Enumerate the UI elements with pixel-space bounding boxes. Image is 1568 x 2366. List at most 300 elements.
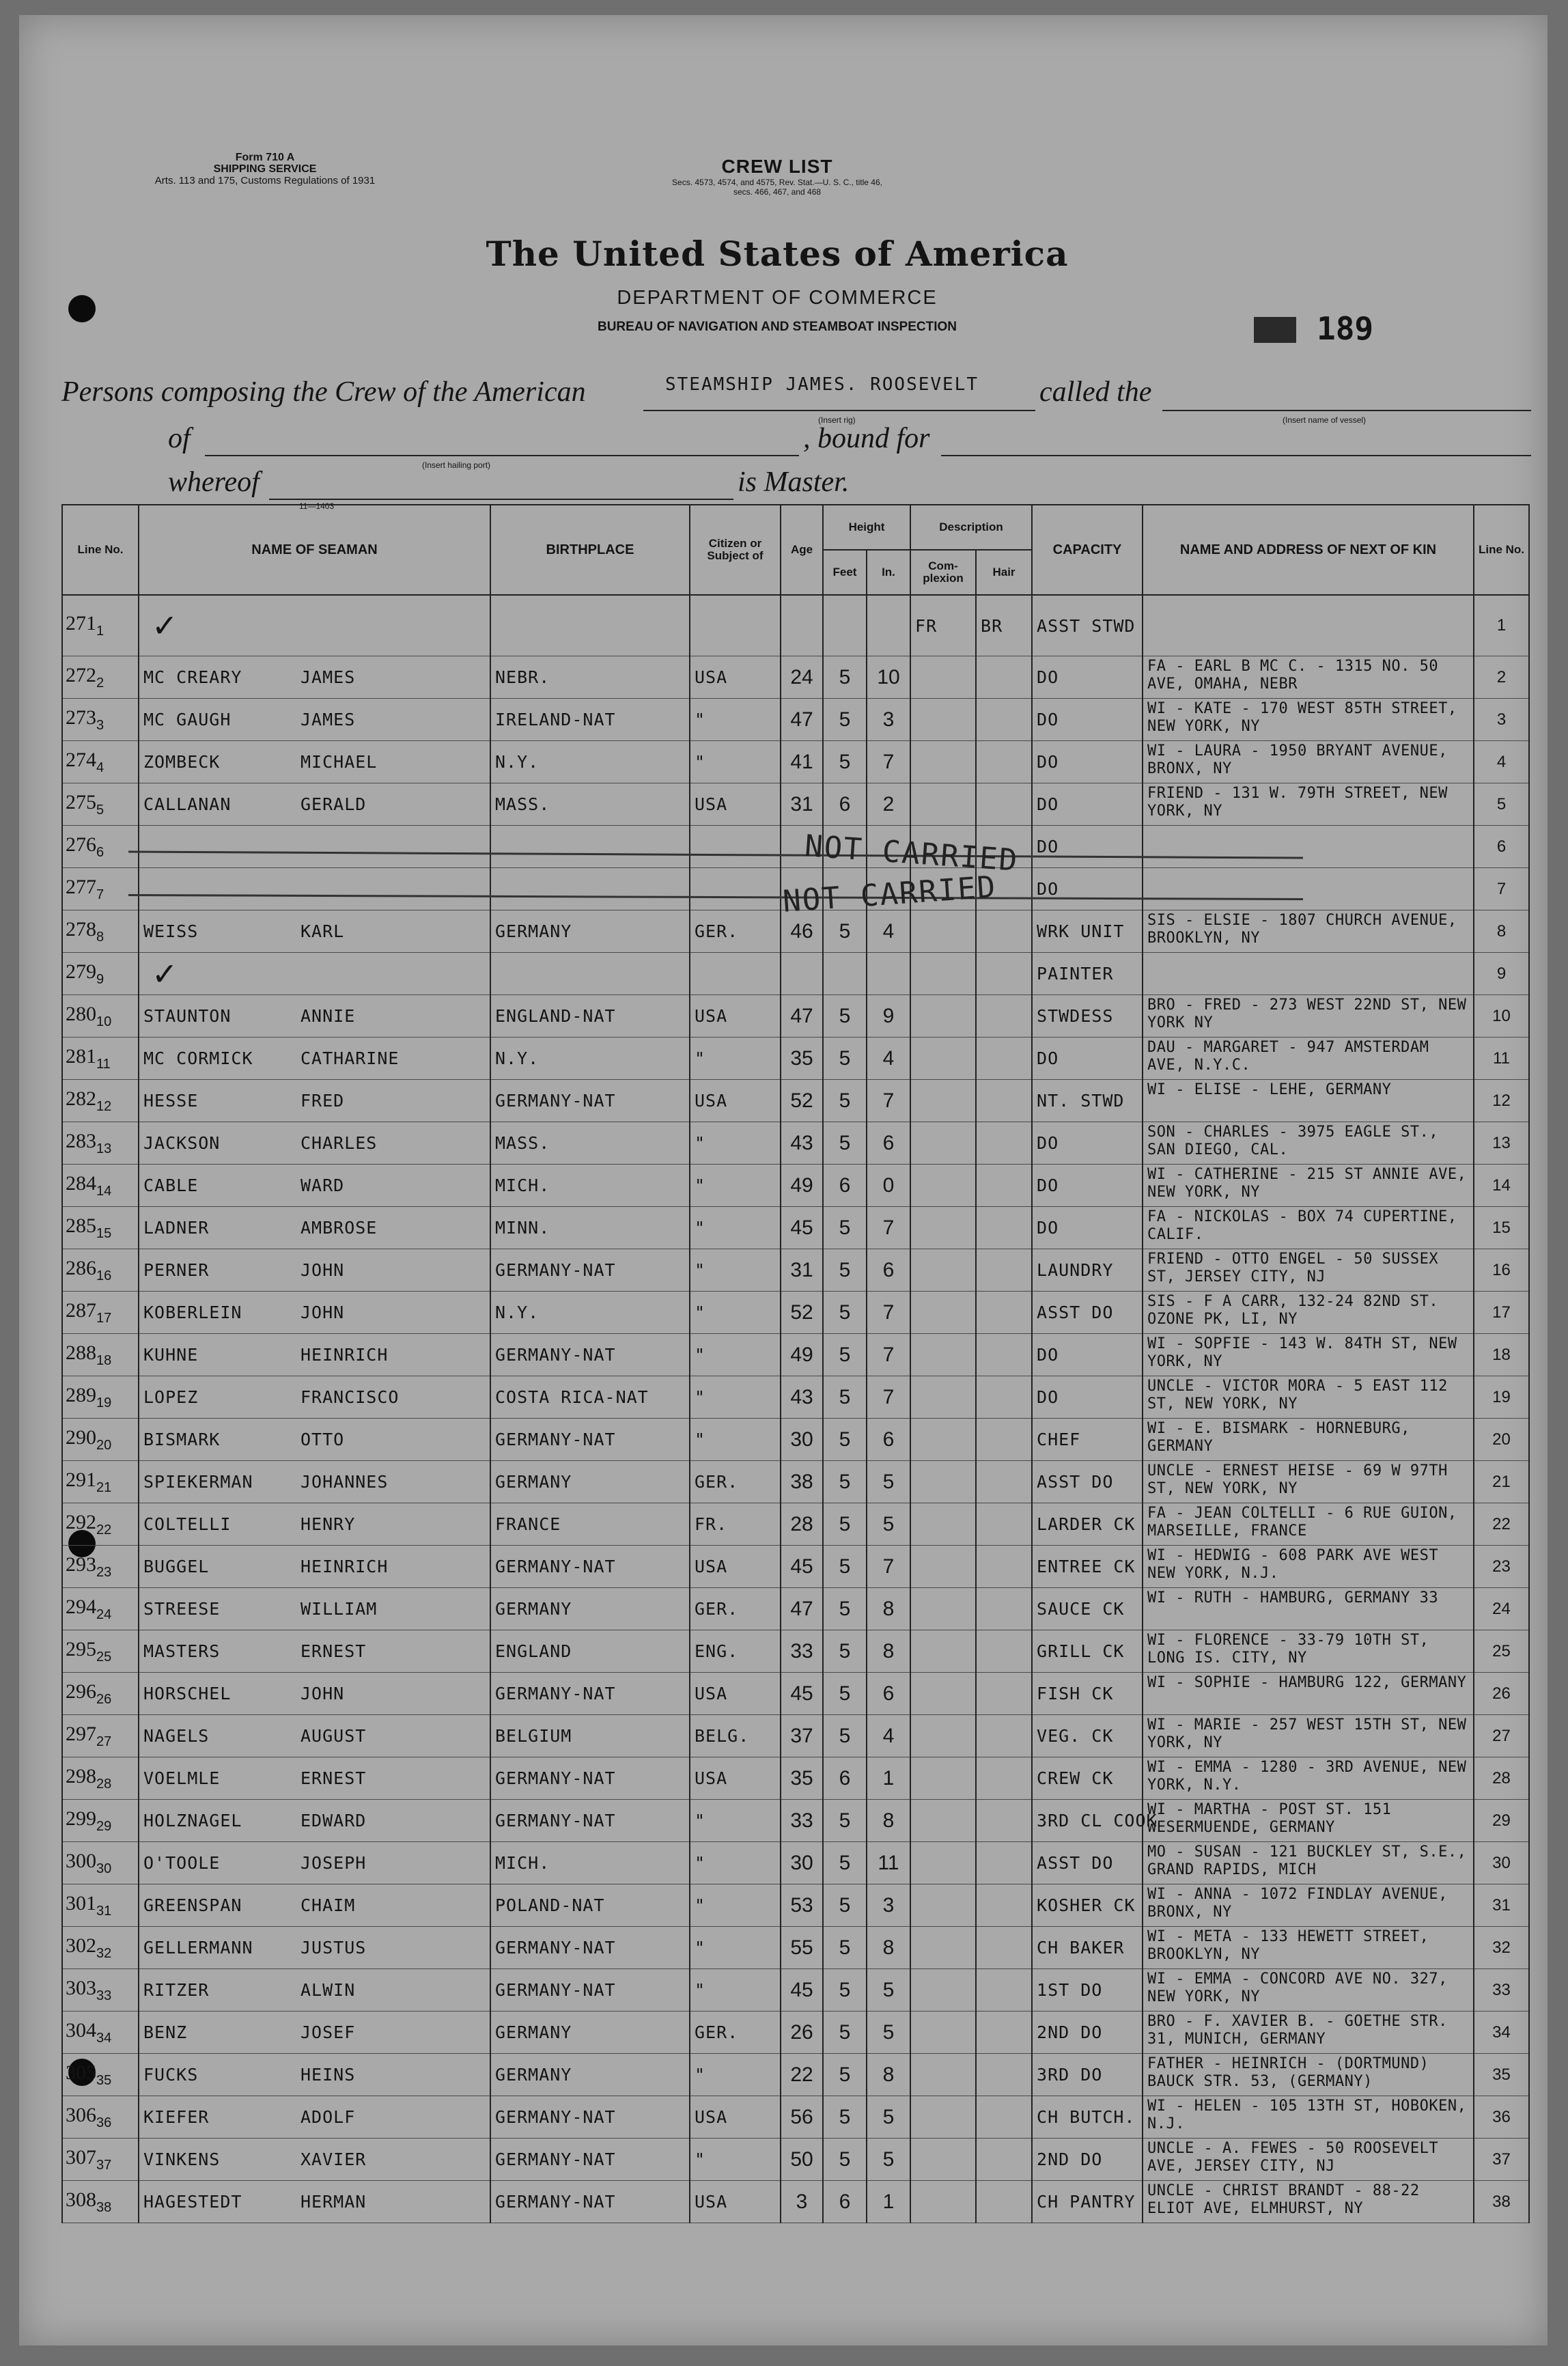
hair-cell [976,1673,1032,1715]
seaman-name-cell [139,2139,490,2181]
line-number-page: 1 [96,624,104,639]
seaman-name-cell [139,1334,490,1376]
line-number-serial: 292 [66,1510,96,1533]
seaman-name-cell [139,1376,490,1419]
complexion-cell [910,1927,976,1969]
height-feet-cell: 5 [823,1207,867,1249]
serial-prefix-smudge [1254,317,1296,343]
hair-cell [976,741,1032,783]
seaman-name-cell [139,1165,490,1207]
birthplace-cell: N.Y. [490,1038,690,1080]
line-number-right-cell: 10 [1474,995,1529,1038]
citizenship-cell: GER. [690,2012,781,2054]
seaman-first-name: GERALD [300,794,367,814]
line-number-cell [62,1546,139,1588]
line-number-right-cell: 30 [1474,1842,1529,1884]
birthplace-cell: GERMANY-NAT [490,1757,690,1800]
complexion-cell [910,1249,976,1292]
height-feet-cell: 5 [823,1334,867,1376]
table-row [62,1249,1529,1292]
line-number-cell [62,1757,139,1800]
seaman-name-cell [139,2054,490,2096]
seaman-surname: LOPEZ [143,1387,199,1407]
hair-cell [976,1165,1032,1207]
crew-table [61,504,1530,2223]
line-number-right-cell: 25 [1474,1630,1529,1673]
line-number-page: 16 [96,1268,112,1283]
hair-cell [976,1207,1032,1249]
height-feet-cell: 5 [823,1249,867,1292]
line-number-page: 17 [96,1310,112,1326]
line-number-serial: 306 [66,2103,96,2126]
next-of-kin-cell: SON - CHARLES - 3975 EAGLE ST., SAN DIEGO, CAL. [1143,1122,1474,1165]
not-carried-stamp: NOT CARRIED [803,829,1020,878]
line-number-cell [62,2139,139,2181]
height-inches-cell: 7 [867,1334,910,1376]
table-row [62,1080,1529,1122]
line-number-serial: 295 [66,1637,96,1660]
col-feet: Feet [823,550,867,595]
citizenship-cell: " [690,1122,781,1165]
seaman-name-cell [139,1038,490,1080]
bound-label: , bound for [803,423,930,454]
hair-cell [976,1800,1032,1842]
line-number-right-cell: 11 [1474,1038,1529,1080]
age-cell: 3 [781,2181,823,2223]
seaman-surname: LADNER [143,1218,210,1238]
next-of-kin-cell: WI - SOPFIE - 143 W. 84TH ST, NEW YORK, NY [1143,1334,1474,1376]
complexion-cell: FR [910,595,976,656]
seaman-first-name: FRANCISCO [300,1387,400,1407]
capacity-cell: DO [1032,826,1143,868]
height-feet-cell: 5 [823,1419,867,1461]
citizenship-cell: GER. [690,910,781,953]
statute-reference: Secs. 4573, 4574, and 4575, Rev. Stat.—U. S. C., title 46, [672,178,882,187]
hair-cell: BR [976,595,1032,656]
line-number-page: 22 [96,1522,112,1537]
complexion-cell [910,995,976,1038]
seaman-surname: FUCKS [143,2065,199,2085]
hair-cell [976,2139,1032,2181]
line-number-serial: 277 [66,875,96,898]
seaman-name-cell [139,783,490,826]
birthplace-cell: GERMANY [490,1588,690,1630]
capacity-cell: DO [1032,1038,1143,1080]
seaman-surname: STREESE [143,1599,221,1619]
line-number-cell [62,699,139,741]
line-number-right-cell: 23 [1474,1546,1529,1588]
seaman-surname: CALLANAN [143,794,232,814]
hair-cell [976,1038,1032,1080]
seaman-first-name: JAMES [300,710,356,729]
table-row [62,1461,1529,1503]
line-number-cell [62,1588,139,1630]
line-number-cell [62,1207,139,1249]
height-feet-cell: 5 [823,1461,867,1503]
capacity-cell: DO [1032,1334,1143,1376]
line-number-right-cell: 18 [1474,1334,1529,1376]
bound-line [941,455,1531,456]
hair-cell [976,1969,1032,2012]
height-inches-cell: 5 [867,2139,910,2181]
country-title: The United States of America [486,234,1069,274]
line-number-serial: 271 [66,612,96,635]
capacity-cell: DO [1032,699,1143,741]
line-number-page: 32 [96,1945,112,1961]
line-number-page: 38 [96,2199,112,2215]
line-number-cell [62,2181,139,2223]
height-feet-cell: 5 [823,1884,867,1927]
capacity-cell: DO [1032,868,1143,910]
line-number-right-cell: 8 [1474,910,1529,953]
table-row [62,656,1529,699]
hair-cell [976,2054,1032,2096]
height-inches-cell: 3 [867,1884,910,1927]
complexion-cell [910,2096,976,2139]
seaman-name-cell [139,868,490,910]
line-number-serial: 283 [66,1129,96,1152]
line-number-cell [62,783,139,826]
line-number-page: 26 [96,1691,112,1707]
of-label: of [168,423,191,454]
height-feet-cell: 5 [823,995,867,1038]
line-number-serial: 273 [66,706,96,729]
line-number-serial: 305 [66,2061,96,2084]
next-of-kin-cell: BRO - FRED - 273 WEST 22ND ST, NEW YORK NY [1143,995,1474,1038]
line-number-serial: 291 [66,1468,96,1491]
seaman-name-cell [139,595,490,656]
line-number-cell [62,1165,139,1207]
height-inches-cell: 10 [867,656,910,699]
line-number-serial: 300 [66,1849,96,1872]
table-row [62,1800,1529,1842]
next-of-kin-cell: WI - ELISE - LEHE, GERMANY [1143,1080,1474,1122]
citizenship-cell: GER. [690,1461,781,1503]
table-row [62,1757,1529,1800]
hair-cell [976,1122,1032,1165]
birthplace-cell: MASS. [490,1122,690,1165]
complexion-cell [910,1588,976,1630]
seaman-surname: GELLERMANN [143,1938,253,1958]
seaman-name-cell [139,2012,490,2054]
line-number-cell [62,2096,139,2139]
height-inches-cell: 7 [867,1376,910,1419]
line-number-right-cell: 33 [1474,1969,1529,2012]
line-number-serial: 294 [66,1595,96,1618]
line-number-right-cell: 3 [1474,699,1529,741]
birthplace-cell: NEBR. [490,656,690,699]
height-inches-cell: 5 [867,1503,910,1546]
seaman-surname: STAUNTON [143,1006,232,1026]
seaman-surname: MC GAUGH [143,710,232,729]
next-of-kin-cell: UNCLE - ERNEST HEISE - 69 W 97TH ST, NEW YORK, NY [1143,1461,1474,1503]
line-number-right-cell: 32 [1474,1927,1529,1969]
seaman-surname: HAGESTEDT [143,2192,242,2212]
complexion-cell [910,1334,976,1376]
line-number-page: 15 [96,1225,112,1241]
age-cell: 38 [781,1461,823,1503]
table-row [62,1884,1529,1927]
line-number-cell [62,1927,139,1969]
next-of-kin-cell: WI - RUTH - HAMBURG, GERMANY 33 [1143,1588,1474,1630]
col-name: NAME OF SEAMAN [139,505,490,595]
capacity-cell: ASST DO [1032,1842,1143,1884]
line-number-serial: 286 [66,1256,96,1279]
seaman-first-name: WILLIAM [300,1599,378,1619]
line-number-right-cell: 17 [1474,1292,1529,1334]
height-inches-cell: 7 [867,1292,910,1334]
citizenship-cell: " [690,1376,781,1419]
age-cell: 26 [781,2012,823,2054]
next-of-kin-cell [1143,868,1474,910]
line-number-page: 9 [96,971,104,987]
seaman-name-cell [139,953,490,995]
line-number-page: 23 [96,1564,112,1580]
birthplace-cell: FRANCE [490,1503,690,1546]
complexion-cell [910,656,976,699]
col-capacity: CAPACITY [1032,505,1143,595]
line-number-right-cell: 35 [1474,2054,1529,2096]
citizenship-cell: USA [690,1546,781,1588]
seaman-name-cell [139,1080,490,1122]
print-code: 11—1403 [299,501,335,511]
complexion-cell [910,1630,976,1673]
line-number-cell [62,826,139,868]
table-row [62,1969,1529,2012]
seaman-first-name: JOHANNES [300,1472,389,1492]
line-number-serial: 278 [66,917,96,941]
line-number-cell [62,1122,139,1165]
seaman-surname: KIEFER [143,2107,210,2127]
height-feet-cell: 5 [823,1376,867,1419]
height-feet-cell: 5 [823,1503,867,1546]
height-inches-cell: 6 [867,1122,910,1165]
line-number-cell [62,1842,139,1884]
complexion-cell [910,1461,976,1503]
height-feet-cell: 5 [823,1715,867,1757]
next-of-kin-cell: SIS - ELSIE - 1807 CHURCH AVENUE, BROOKLYN, NY [1143,910,1474,953]
complexion-cell [910,2054,976,2096]
table-row [62,1927,1529,1969]
seaman-first-name: ADOLF [300,2107,356,2127]
line-number-right-cell: 5 [1474,783,1529,826]
seaman-first-name: FRED [300,1091,345,1111]
birthplace-cell: BELGIUM [490,1715,690,1757]
next-of-kin-cell [1143,953,1474,995]
seaman-name-cell [139,1588,490,1630]
height-inches-cell: 1 [867,1757,910,1800]
birthplace-cell: GERMANY-NAT [490,1969,690,2012]
birthplace-cell: N.Y. [490,741,690,783]
age-cell: 47 [781,995,823,1038]
capacity-cell: DO [1032,1376,1143,1419]
capacity-cell: 3RD CL COOK [1032,1800,1143,1842]
line-number-page: 35 [96,2072,112,2088]
height-feet-cell: 5 [823,1546,867,1588]
line-number-cell [62,1884,139,1927]
height-inches-cell: 7 [867,1546,910,1588]
line-number-serial: 299 [66,1807,96,1830]
birthplace-cell: GERMANY-NAT [490,1080,690,1122]
height-feet-cell: 5 [823,2054,867,2096]
complexion-cell [910,2139,976,2181]
age-cell: 31 [781,783,823,826]
birthplace-cell: IRELAND-NAT [490,699,690,741]
col-line-no-right: Line No. [1474,505,1529,595]
line-number-right-cell: 9 [1474,953,1529,995]
line-number-right-cell: 22 [1474,1503,1529,1546]
line-number-cell [62,1800,139,1842]
height-feet-cell: 5 [823,656,867,699]
citizenship-cell: USA [690,995,781,1038]
height-inches-cell: 5 [867,2012,910,2054]
capacity-cell: ENTREE CK [1032,1546,1143,1588]
next-of-kin-cell: DAU - MARGARET - 947 AMSTERDAM AVE, N.Y.C. [1143,1038,1474,1080]
capacity-cell: VEG. CK [1032,1715,1143,1757]
birthplace-cell: GERMANY-NAT [490,1546,690,1588]
line-number-page: 34 [96,2030,112,2046]
line-number-page: 28 [96,1776,112,1792]
line-number-page: 4 [96,760,104,775]
table-row [62,1673,1529,1715]
next-of-kin-cell: BRO - F. XAVIER B. - GOETHE STR. 31, MUNICH, GERMANY [1143,2012,1474,2054]
line-number-serial: 297 [66,1722,96,1745]
complexion-cell [910,1503,976,1546]
hair-cell [976,1080,1032,1122]
table-row [62,2181,1529,2223]
checkmark-icon: ✓ [152,607,179,644]
capacity-cell: LAUNDRY [1032,1249,1143,1292]
line-number-serial: 281 [66,1044,96,1068]
capacity-cell: ASST DO [1032,1292,1143,1334]
seaman-surname: KOBERLEIN [143,1303,242,1322]
complexion-cell [910,953,976,995]
capacity-cell: 1ST DO [1032,1969,1143,2012]
seaman-first-name: JOSEPH [300,1853,367,1873]
capacity-cell: DO [1032,741,1143,783]
complexion-cell [910,910,976,953]
birthplace-cell: GERMANY [490,2054,690,2096]
height-inches-cell: 5 [867,2096,910,2139]
birthplace-cell: GERMANY [490,910,690,953]
seaman-surname: PERNER [143,1260,210,1280]
complexion-cell [910,1080,976,1122]
citizenship-cell: USA [690,1673,781,1715]
capacity-cell: KOSHER CK [1032,1884,1143,1927]
citizenship-cell: " [690,1165,781,1207]
called-label: called the [1039,376,1152,408]
next-of-kin-cell: WI - EMMA - CONCORD AVE NO. 327, NEW YORK, NY [1143,1969,1474,2012]
table-row [62,953,1529,995]
line-number-serial: 298 [66,1764,96,1787]
age-cell: 45 [781,1969,823,2012]
next-of-kin-cell: WI - E. BISMARK - HORNEBURG, GERMANY [1143,1419,1474,1461]
birthplace-cell [490,953,690,995]
age-cell: 22 [781,2054,823,2096]
line-number-serial: 274 [66,748,96,771]
line-number-serial: 272 [66,663,96,686]
birthplace-cell: GERMANY-NAT [490,1334,690,1376]
seaman-first-name: EDWARD [300,1811,367,1831]
age-cell: 35 [781,1038,823,1080]
seaman-first-name: HEINRICH [300,1557,389,1576]
height-feet-cell: 5 [823,1122,867,1165]
col-line-no: Line No. [62,505,139,595]
seaman-surname: HOLZNAGEL [143,1811,242,1831]
line-number-serial: 290 [66,1425,96,1449]
next-of-kin-cell [1143,595,1474,656]
height-feet-cell: 5 [823,1673,867,1715]
complexion-cell [910,1884,976,1927]
table-row [62,1630,1529,1673]
line-number-page: 3 [96,717,104,733]
seaman-surname: O'TOOLE [143,1853,221,1873]
seaman-first-name: KARL [300,921,345,941]
hair-cell [976,1376,1032,1419]
line-number-serial: 301 [66,1891,96,1915]
hair-cell [976,1842,1032,1884]
age-cell: 28 [781,1503,823,1546]
seaman-first-name: CATHARINE [300,1048,400,1068]
hair-cell [976,2096,1032,2139]
citizenship-cell: ENG. [690,1630,781,1673]
seaman-surname: VOELMLE [143,1768,221,1788]
line-number-right-cell: 38 [1474,2181,1529,2223]
height-feet-cell: 6 [823,783,867,826]
form-regulation: Arts. 113 and 175, Customs Regulations of 1931 [154,175,376,186]
birthplace-cell: GERMANY [490,2012,690,2054]
height-feet-cell [823,953,867,995]
line-number-cell [62,1630,139,1673]
seaman-name-cell [139,1249,490,1292]
height-feet-cell: 5 [823,2096,867,2139]
seaman-surname: WEISS [143,921,199,941]
seaman-surname: ZOMBECK [143,752,221,772]
table-row [62,1207,1529,1249]
age-cell: 46 [781,910,823,953]
line-number-cell [62,1249,139,1292]
line-number-cell [62,1292,139,1334]
seaman-first-name: AUGUST [300,1726,367,1746]
birthplace-cell: POLAND-NAT [490,1884,690,1927]
citizenship-cell: " [690,2054,781,2096]
citizenship-cell: " [690,1334,781,1376]
statute-reference-2: secs. 466, 467, and 468 [733,187,822,197]
height-feet-cell: 5 [823,1927,867,1969]
line-number-cell [62,1969,139,2012]
hair-cell [976,1292,1032,1334]
table-row [62,783,1529,826]
height-feet-cell: 5 [823,699,867,741]
table-row [62,741,1529,783]
seaman-name-cell [139,1461,490,1503]
col-birthplace: BIRTHPLACE [490,505,690,595]
line-number-cell [62,1376,139,1419]
seaman-name-cell [139,1292,490,1334]
line-number-right-cell: 16 [1474,1249,1529,1292]
rig-line [643,410,1035,411]
line-number-page: 6 [96,844,104,860]
line-number-right-cell: 6 [1474,826,1529,868]
line-number-cell [62,1419,139,1461]
line-number-cell [62,1461,139,1503]
line-number-right-cell: 15 [1474,1207,1529,1249]
complexion-cell [910,783,976,826]
seaman-name-cell [139,1884,490,1927]
line-number-page: 37 [96,2157,112,2173]
age-cell: 41 [781,741,823,783]
table-row [62,2054,1529,2096]
